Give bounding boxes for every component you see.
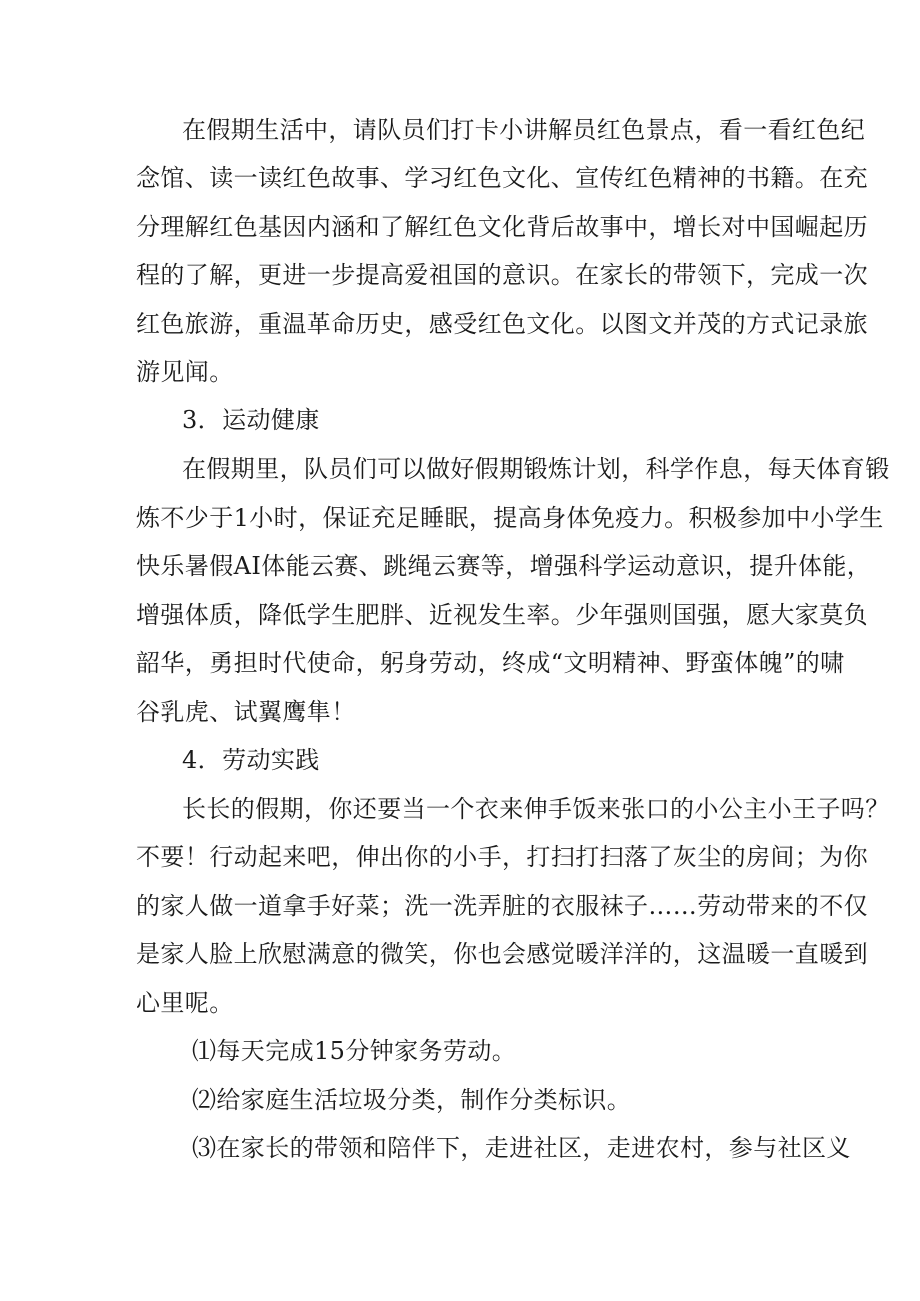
paragraph3-line: 的家人做一道拿手好菜；洗一洗弄脏的衣服袜子……劳动带来的不仅 bbox=[136, 892, 868, 920]
paragraph1-line: 分理解红色基因内涵和了解红色文化背后故事中，增长对中国崛起历 bbox=[136, 213, 868, 241]
section-heading-labor-practice: 4．劳动实践 bbox=[182, 746, 320, 774]
paragraph3-line: 长长的假期，你还要当一个衣来伸手饭来张口的小公主小王子吗？ bbox=[182, 795, 890, 823]
paragraph1-line: 在假期生活中，请队员们打卡小讲解员红色景点，看一看红色纪 bbox=[182, 116, 866, 144]
section-heading-sports-health: 3．运动健康 bbox=[182, 406, 320, 434]
paragraph2-line: 谷乳虎、试翼鹰隼！ bbox=[136, 698, 356, 726]
paragraph2-line: 炼不少于1小时，保证充足睡眠，提高身体免疫力。积极参加中小学生 bbox=[136, 504, 884, 532]
paragraph1-line: 红色旅游，重温革命历史，感受红色文化。以图文并茂的方式记录旅 bbox=[136, 310, 868, 338]
paragraph3-line: 心里呢。 bbox=[136, 989, 234, 1017]
paragraph3-line: 不要！行动起来吧，伸出你的小手，打扫打扫落了灰尘的房间；为你 bbox=[136, 843, 868, 871]
paragraph2-line: 增强体质，降低学生肥胖、近视发生率。少年强则国强，愿大家莫负 bbox=[136, 601, 868, 629]
list-item: ⑴每天完成15分钟家务劳动。 bbox=[192, 1037, 517, 1065]
paragraph2-line: 在假期里，队员们可以做好假期锻炼计划，科学作息，每天体育锻 bbox=[182, 455, 890, 483]
list-item: ⑵给家庭生活垃圾分类，制作分类标识。 bbox=[192, 1086, 632, 1114]
paragraph2-line: 韶华，勇担时代使命，躬身劳动，终成“文明精神、野蛮体魄”的啸 bbox=[136, 649, 845, 677]
paragraph1-line: 游见闻。 bbox=[136, 358, 234, 386]
paragraph2-line: 快乐暑假AI体能云赛、跳绳云赛等，增强科学运动意识，提升体能， bbox=[136, 552, 872, 580]
paragraph3-line: 是家人脸上欣慰满意的微笑，你也会感觉暖洋洋的，这温暖一直暖到 bbox=[136, 940, 868, 968]
paragraph1-line: 念馆、读一读红色故事、学习红色文化、宣传红色精神的书籍。在充 bbox=[136, 164, 868, 192]
list-item: ⑶在家长的带领和陪伴下，走进社区，走进农村，参与社区义 bbox=[192, 1134, 851, 1162]
paragraph1-line: 程的了解，更进一步提高爱祖国的意识。在家长的带领下，完成一次 bbox=[136, 261, 868, 289]
